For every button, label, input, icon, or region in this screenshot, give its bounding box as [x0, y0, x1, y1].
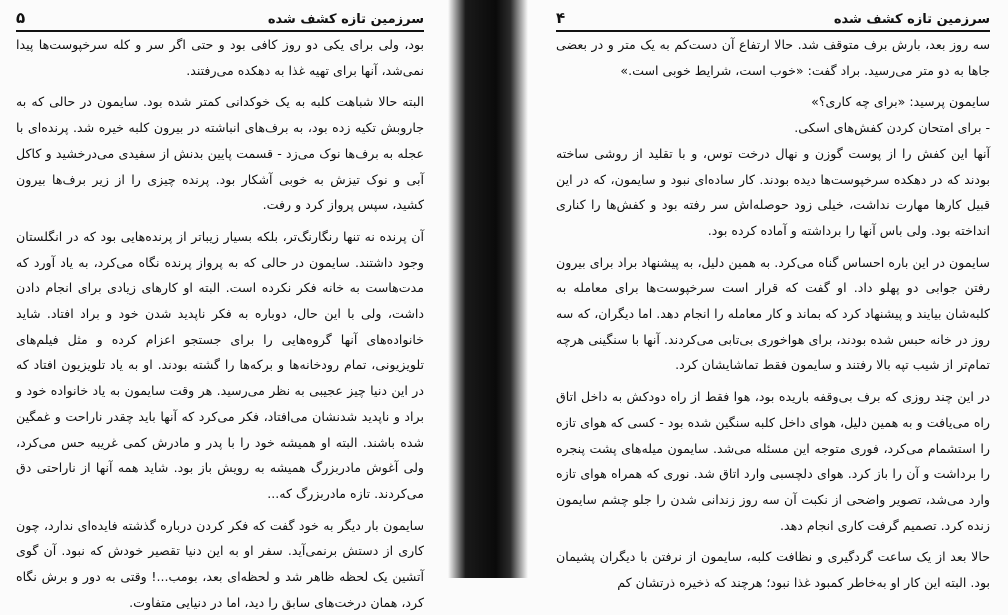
left-running-title: سرزمین تازه کشف شده	[267, 12, 424, 27]
right-paragraph-3: - برای امتحان کردن کفش‌های اسکی.	[794, 120, 990, 136]
right-page	[528, 0, 1008, 591]
right-paragraph-2: سایمون پرسید: «برای چه کاری؟»	[811, 94, 990, 110]
left-paragraph-2: البته حالا شباهت کلبه به یک خوکدانی کمتر شده بود. سایمون در حالی که به جاروبش تکیه زده بود، به برف‌های انباشته در بیرون کلبه خیره شد. پرنده‌ای با عجله به برف‌ها نوک می‌زد - قسمت پایین بدنش از سفیدی می‌درخشید و کاکل آبی و نوک تیزش به خوبی آشکار بود. پرنده چیزی را از زیر برف‌ها بیرون کشید، سپس پرواز کرد و رفت.	[16, 94, 424, 213]
left-page-number: ۵	[16, 9, 26, 27]
right-page-header	[556, 0, 990, 32]
left-paragraph-3: آن پرنده نه تنها رنگارنگ‌تر، بلکه بسیار زیباتر از پرنده‌هایی بود که در انگلستان وجود داشتند. سایمون در حالی که به پرواز پرنده نگاه می‌کرد، به یاد آورد که مدت‌هاست به خانه فکر نکرده است. البته او کارهای زیادی برای انجام دادن داشت، ولی با این حال، دوباره به فکر ناپدید شدن خود و براد افتاد. شاید خانواده‌های آنها گروه‌هایی را برای جستجو اعزام کرده و مثل فیلم‌های تلویزیونی، تمام رودخانه‌ها و برکه‌ها را گشته بودند. او به یاد تلویزیون افتاد که در این دنیا چیز عجیبی به نظر می‌رسید. هر وقت سایمون به یاد خانواده خود و براد و ناپدید شدنشان می‌افتاد، فکر می‌کرد که آنها باید چقدر ناراحت و غمگین شده باشند. البته او همیشه خود را با پدر و مادرش کمی غریبه حس می‌کرد، ولی آغوش مادربزرگ همیشه به رویش باز بود. شاید همه آنها از ناراحتی دق می‌کردند. تازه مادربزرگ که...	[16, 228, 424, 501]
left-page-header	[16, 0, 424, 32]
right-paragraph-6: در این چند روزی که برف بی‌وقفه باریده بود، هوا فقط از راه دودکش به داخل اتاق راه می‌یافت و به همین دلیل، هوای داخل کلبه سنگین شده بود - کسی که هوای تازه را استشمام می‌کرد، فوری متوجه این مسئله می‌شد. سایمون میله‌های پشت پنجره را برداشت و آن را باز کرد. هوای دلچسبی وارد اتاق شد. نوری که همراه هوای تازه وارد می‌شد، تصویر واضحی از نکبت آن سه روز زندانی شدن را جلو چشم سایمون زنده کرد. تصمیم گرفت کاری انجام دهد.	[556, 389, 990, 533]
right-paragraph-4: آنها این کفش را از پوست گوزن و نهال درخت توس، و با تقلید از روشی ساخته بودند که در دهکده سرخپوست‌ها دیده بودند. کار ساده‌ای نبود و سایمون، که در این قبیل کارها مهارت نداشت، خیلی زود حوصله‌اش سر رفته بود و کفش‌ها را کناری انداخته بود. ولی باس آنها را برداشته و آماده کرده بود.	[556, 145, 990, 238]
left-paragraph-4: سایمون بار دیگر به خود گفت که فکر کردن درباره گذشته فایده‌ای ندارد، چون کاری از دستش برنمی‌آید. سفر او به این دنیا تقصیر خودش که نبود. آن گوی آتشین یک لحظه ظاهر شد و لحظه‌ای بعد، بومب...! وقتی به دور و برش نگاه کرد، همان درخت‌های سابق را دید، اما در دنیایی متفاوت.	[16, 517, 424, 610]
right-paragraph-7: حالا بعد از یک ساعت گردگیری و نظافت کلبه، سایمون از نرفتن با دیگران پشیمان بود. البته این کار او به‌خاطر کمبود غذا نبود؛ هرچند که ذخیره ذرتشان کم	[556, 549, 990, 591]
left-paragraph-1: بود، ولی برای یکی دو روز کافی بود و حتی اگر سر و کله سرخپوست‌ها پیدا نمی‌شد، آنها برای تهیه غذا به دهکده می‌رفتند.	[16, 37, 424, 78]
right-paragraph-1: سه روز بعد، بارش برف متوقف شد. حالا ارتفاع آن دست‌کم به یک متر و در بعضی جاها به دو متر می‌رسید. براد گفت: «خوب است، شرایط خوبی است.»	[556, 37, 990, 78]
right-paragraph-5: سایمون در این باره احساس گناه می‌کرد. به همین دلیل، به پیشنهاد براد برای بیرون رفتن جوابی دو پهلو داد. او گفت که قرار است سرخپوست‌ها برای معامله به کلبه‌شان بیایند و پیشنهاد کرد که بماند و کار معامله را انجام دهد. اما دیگران، که سه روز در خانه حبس شده بودند، برای هواخوری بی‌تابی می‌کردند. آنها با سنگینی هرچه تمام‌تر از شیب تپه بالا رفتند و سایمون فقط تماشایشان کرد.	[556, 254, 990, 373]
right-page-number: ۴	[556, 9, 566, 27]
left-page	[0, 0, 448, 610]
right-running-title: سرزمین تازه کشف شده	[833, 12, 990, 27]
book-spine-shadow	[448, 0, 528, 578]
